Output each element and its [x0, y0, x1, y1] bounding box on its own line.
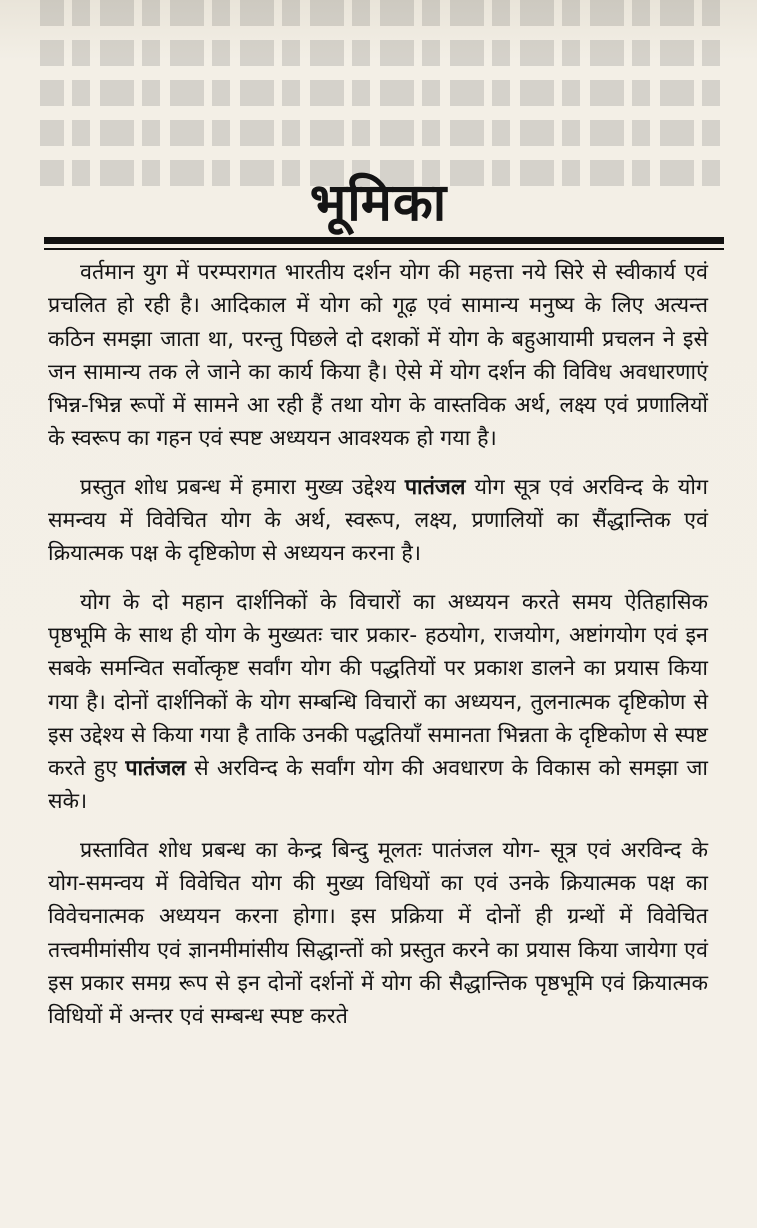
paragraph-3	[48, 586, 708, 819]
paragraph-2-text-a: प्रस्तुत शोध प्रबन्ध में हमारा मुख्य उद्देश्य	[80, 474, 405, 500]
paragraph-2-bold-term: पातंजल	[404, 474, 466, 500]
title-underline-thick	[44, 237, 724, 244]
paragraph-4: प्रस्तावित शोध प्रबन्ध का केन्द्र बिन्दु मूलतः पातंजल योग- सूत्र एवं अरविन्द के योग-समन्वय में विवेचित योग की मुख्य विधियों का एवं उनके क्रियात्मक पक्ष का विवेचनात्मक अध्ययन करना होगा। इस प्रक्रिया में दोनों ही ग्रन्थों में विवेचित तत्त्वमीमांसीय एवं ज्ञानमीमांसीय सिद्धान्तों को प्रस्तुत करने का प्रयास किया जायेगा एवं इस प्रकार समग्र रूप से इन दोनों दर्शनों में योग की सैद्धान्तिक पृष्ठभूमि एवं क्रियात्मक विधियों में अन्तर एवं सम्बन्ध स्पष्ट करते	[48, 837, 708, 1030]
title-underline-thin	[44, 248, 724, 250]
paragraph-3-text-b: से अरविन्द के सर्वांग योग की अवधारण के विकास को समझा जा सके।	[48, 756, 708, 815]
paragraph-3-text-a: योग के दो महान दार्शनिकों के विचारों का अध्ययन करते समय ऐतिहासिक पृष्ठभूमि के साथ ही योग के मुख्यतः चार प्रकार- हठयोग, राजयोग, अष्टांगयोग एवं इन सबके समन्वित सर्वोत्कृष्ट सर्वांग योग की पद्धतियों पर प्रकाश डालने का प्रयास किया गया है। दोनों दार्शनिकों के योग सम्बन्धि विचारों का अध्ययन, तुलनात्मक दृष्टिकोण से इस उद्देश्य से किया गया है ताकि उनकी पद्धतियाँ समानता भिन्नता के दृष्टिकोण से स्पष्ट करते हुए	[48, 589, 708, 782]
paragraph-1: वर्तमान युग में परम्परागत भारतीय दर्शन योग की महत्ता नये सिरे से स्वीकार्य एवं प्रचलित हो रही है। आदिकाल में योग को गूढ़ एवं सामान्य मनुष्य के लिए अत्यन्त कठिन समझा जाता था, परन्तु पिछले दो दशकों में योग के बहुआयामी प्रचलन ने इसे जन सामान्य तक ले जाने का कार्य किया है। ऐसे में योग दर्शन की विविध अवधारणाएं भिन्न-भिन्न रूपों में सामने आ रही हैं तथा योग के वास्तविक अर्थ, लक्ष्य एवं प्रणालियों के स्वरूप का गहन एवं स्पष्ट अध्ययन आवश्यक हो गया है।	[48, 260, 708, 452]
paragraph-3-bold-term: पातंजल	[125, 756, 186, 782]
paragraph-2-text-b: योग सूत्र एवं अरविन्द के योग समन्वय में विवेचित योग के अर्थ, स्वरूप, लक्ष्य, प्रणालियों का सैंद्धान्तिक एवं क्रियात्मक पक्ष के दृष्टिकोण से अध्ययन करना है।	[48, 474, 708, 567]
page-title: भूमिका	[309, 173, 448, 233]
paragraph-2	[48, 471, 708, 571]
body-text	[48, 256, 708, 1049]
